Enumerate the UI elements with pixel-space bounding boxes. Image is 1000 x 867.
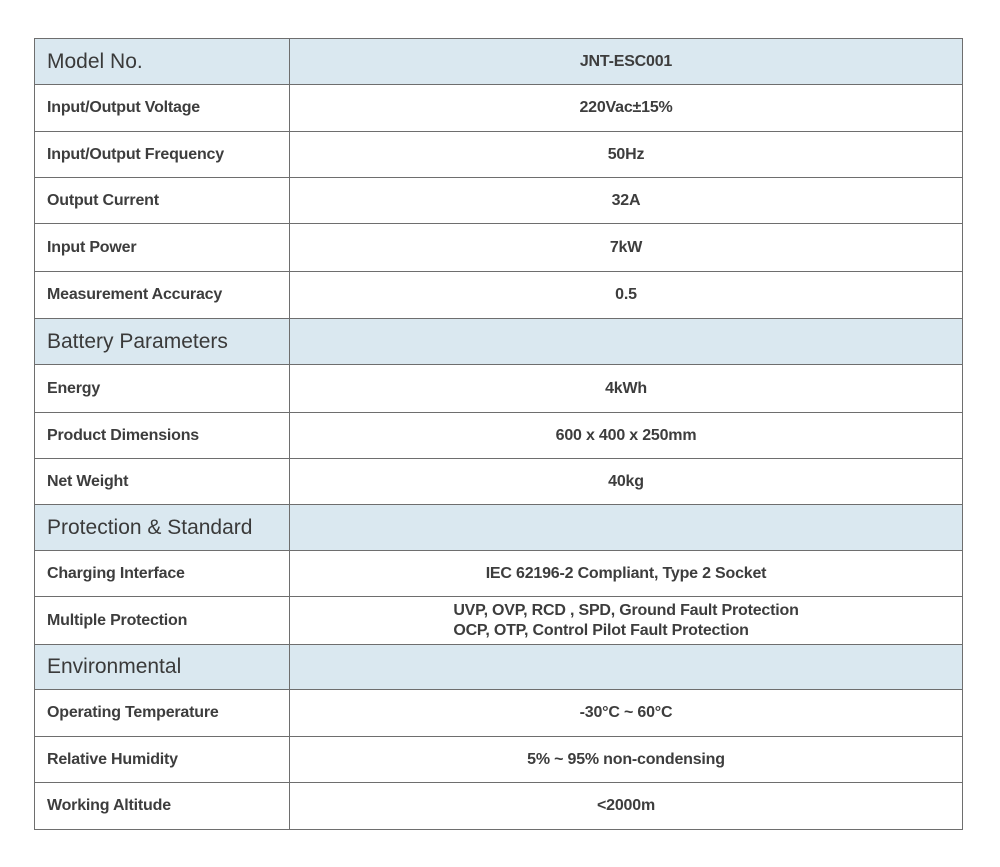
row-label: Product Dimensions	[35, 413, 290, 459]
table-row	[35, 597, 963, 645]
table-row	[35, 737, 963, 783]
section-title: Battery Parameters	[35, 319, 290, 365]
table-row	[35, 272, 963, 319]
row-value: <2000m	[290, 783, 963, 830]
row-label: Operating Temperature	[35, 690, 290, 737]
multi-line-value	[453, 601, 798, 641]
row-value: -30°C ~ 60°C	[290, 690, 963, 737]
row-label: Output Current	[35, 178, 290, 224]
row-label: Working Altitude	[35, 783, 290, 830]
section-title: Environmental	[35, 645, 290, 690]
value-line: OCP, OTP, Control Pilot Fault Protection	[453, 621, 749, 639]
row-label: Net Weight	[35, 459, 290, 505]
table-row	[35, 224, 963, 272]
section-header-environmental	[35, 645, 963, 690]
row-value: 220Vac±15%	[290, 85, 963, 132]
model-label: Model No.	[35, 39, 290, 85]
model-value: JNT-ESC001	[290, 39, 963, 85]
section-header-protection	[35, 505, 963, 551]
row-value: 0.5	[290, 272, 963, 319]
section-header-empty	[290, 645, 963, 690]
table-row	[35, 132, 963, 178]
row-label: Input Power	[35, 224, 290, 272]
row-label: Input/Output Voltage	[35, 85, 290, 132]
row-label: Input/Output Frequency	[35, 132, 290, 178]
table-row	[35, 85, 963, 132]
row-value: IEC 62196-2 Compliant, Type 2 Socket	[290, 551, 963, 597]
row-label: Measurement Accuracy	[35, 272, 290, 319]
row-value: 4kWh	[290, 365, 963, 413]
table-row	[35, 413, 963, 459]
section-header-empty	[290, 505, 963, 551]
model-row	[35, 39, 963, 85]
value-line: UVP, OVP, RCD , SPD, Ground Fault Protection	[453, 601, 799, 619]
row-value: 40kg	[290, 459, 963, 505]
row-value	[290, 597, 963, 645]
row-value: 32A	[290, 178, 963, 224]
table-row	[35, 551, 963, 597]
row-label: Charging Interface	[35, 551, 290, 597]
table-row	[35, 365, 963, 413]
row-value: 50Hz	[290, 132, 963, 178]
row-value: 7kW	[290, 224, 963, 272]
section-header-empty	[290, 319, 963, 365]
row-label: Relative Humidity	[35, 737, 290, 783]
table-row	[35, 459, 963, 505]
section-header-battery	[35, 319, 963, 365]
spec-table	[34, 38, 963, 830]
row-value: 600 x 400 x 250mm	[290, 413, 963, 459]
table-row	[35, 783, 963, 830]
table-row	[35, 690, 963, 737]
row-value: 5% ~ 95% non-condensing	[290, 737, 963, 783]
row-label: Multiple Protection	[35, 597, 290, 645]
section-title: Protection & Standard	[35, 505, 290, 551]
table-row	[35, 178, 963, 224]
row-label: Energy	[35, 365, 290, 413]
